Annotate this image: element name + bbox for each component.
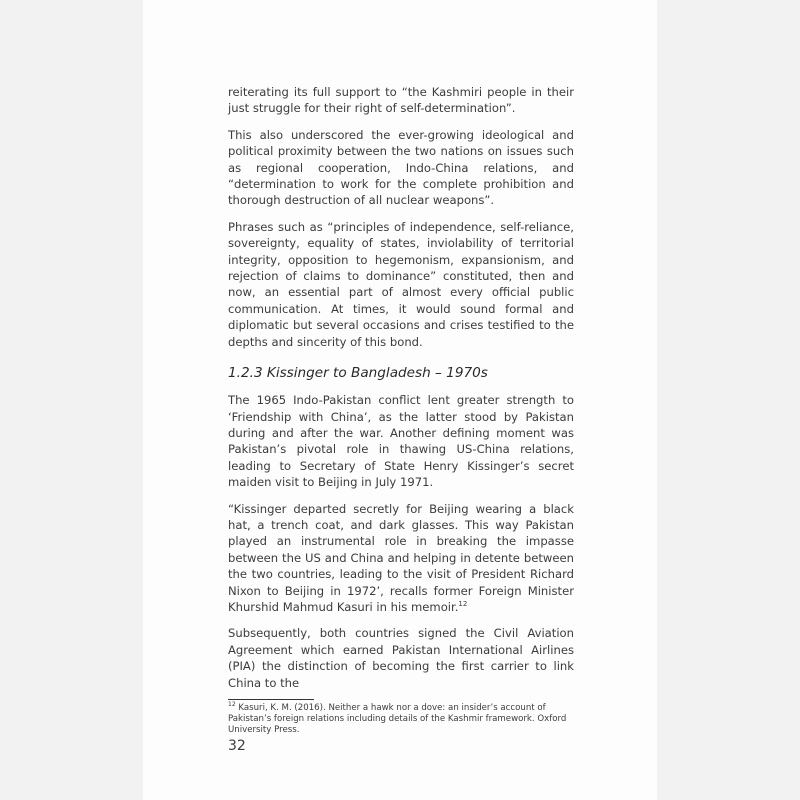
paragraph: This also underscored the ever-growing ideological and political proximity between the two nations on issues such as regional cooperation, Indo-China relations, and “determination to work for the complete prohibition and thorough destruction of all nuclear weapons”. xyxy=(228,127,574,208)
footnote-text: Kasuri, K. M. (2016). Neither a hawk nor a dove: an insider’s account of Pakistan’s foreign relations including details of the Kashmir framework. Oxford University Press. xyxy=(228,703,567,736)
section-heading: 1.2.3 Kissinger to Bangladesh – 1970s xyxy=(228,365,488,382)
paragraph xyxy=(228,501,574,616)
footnote-marker[interactable]: 12 xyxy=(458,600,468,609)
paragraph: Phrases such as “principles of independence, self-reliance, sovereignty, equality of states, inviolability of territorial integrity, opposition to hegemonism, expansionism, and rejection of claims to dominance” constituted, then and now, an essential part of almost every official public communication. At times, it would sound formal and diplomatic but several occasions and crises testified to the depths and sincerity of this bond. xyxy=(228,219,574,349)
paragraph: Subsequently, both countries signed the Civil Aviation Agreement which earned Pakistan International Airlines (PIA) the distinction of becoming the first carrier to link China to the xyxy=(228,626,574,690)
paragraph: reiterating its full support to “the Kashmiri people in their just struggle for their right of self-determination”. xyxy=(228,85,574,116)
footnote-number: 12 xyxy=(228,701,236,709)
page-content xyxy=(228,84,574,737)
page-number: 32 xyxy=(228,738,246,754)
footnote-divider xyxy=(228,699,314,700)
quote-text: “Kissinger departed secretly for Beijing wearing a black hat, a trench coat, and dark glasses. This way Pakistan played an instrumental role in breaking the impasse between the US and China and helping in detente between the two countries, leading to the visit of President Richard Nixon to Beijing in 1972’, recalls former Foreign Minister Khurshid Mahmud Kasuri in his memoir. xyxy=(228,501,574,614)
footnote xyxy=(228,703,574,737)
paragraph: The 1965 Indo-Pakistan conflict lent greater strength to ‘Friendship with China’, as the latter stood by Pakistan during and after the war. Another defining moment was Pakistan’s pivotal role in thawing US-China relations, leading to Secretary of State Henry Kissinger’s secret maiden visit to Beijing in July 1971. xyxy=(228,393,574,490)
